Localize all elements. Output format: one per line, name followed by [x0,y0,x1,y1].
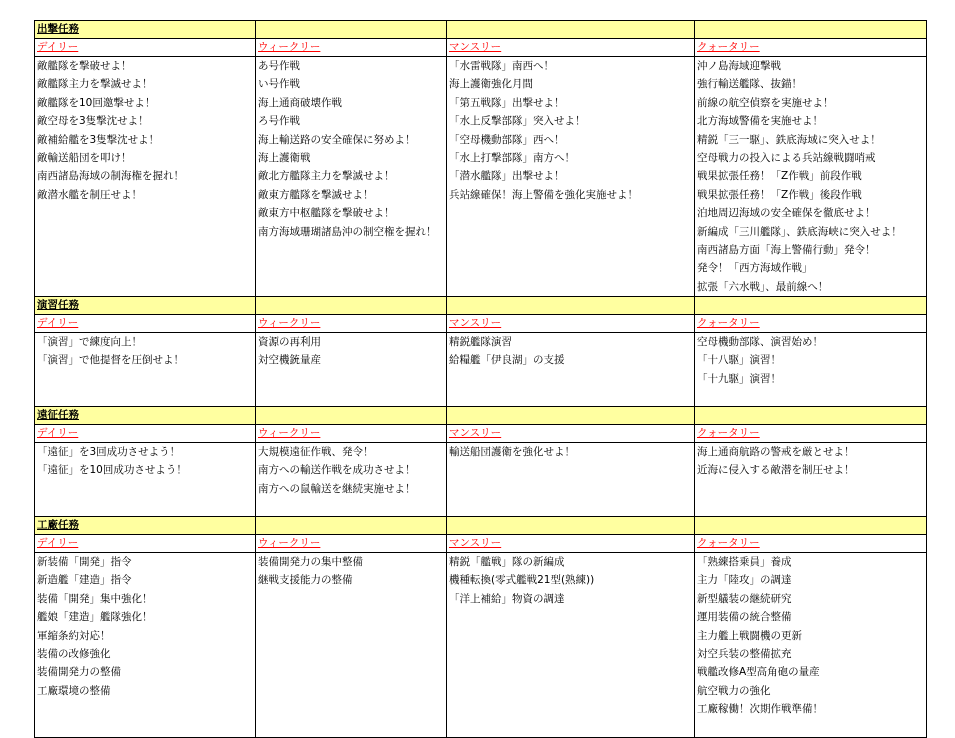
quest-item: 運用装備の統合整備 [697,611,792,624]
quest-item: 精鋭艦隊演習 [449,336,512,349]
quest-list-quarterly [695,57,927,297]
quest-item: 「空母機動部隊」西へ！ [449,133,565,146]
quest-list-row [35,333,927,407]
quest-list-row [35,57,927,297]
quest-item: 「洋上補給」物資の調達 [449,592,565,605]
section-title-filler [447,517,695,535]
quest-item: 大規模遠征作戦、発令！ [258,446,374,459]
section-title-filler [256,517,447,535]
quest-item: 主力艦上戦闘機の更新 [697,629,802,642]
quest-item: 工廠環境の整備 [37,684,111,697]
quest-item: 資源の再利用 [258,336,321,349]
quest-item: 対空兵装の整備拡充 [697,648,792,661]
quest-item: 北方海域警備を実施せよ！ [697,115,823,128]
quest-item: 兵站線確保！海上警備を強化実施せよ！ [449,188,638,201]
quest-item: 「潜水艦隊」出撃せよ！ [449,170,565,183]
quest-item: 敵艦隊を撃破せよ！ [37,60,132,72]
quest-item: 南方への鼠輸送を継続実施せよ！ [258,482,416,495]
quest-item: 敵補給艦を3隻撃沈せよ！ [37,133,160,146]
section-title-filler [447,407,695,425]
section-title [35,297,256,315]
header-daily: デイリー [35,535,256,553]
quest-item: 精鋭「艦戦」隊の新編成 [449,556,565,569]
quest-item: 輸送船団護衛を強化せよ！ [449,446,575,459]
quest-item: 空母戦力の投入による兵站線戦闘哨戒 [697,151,876,164]
quest-item: 海上護衛強化月間 [449,78,533,91]
quest-item: 「遠征」を10回成功させよう！ [37,464,187,477]
period-header-row [35,425,927,443]
quest-list-weekly [256,333,447,407]
header-quarterly: クォータリー [695,535,927,553]
quest-list-monthly [447,443,695,517]
section-title-filler [447,297,695,315]
quest-list-weekly [256,553,447,738]
quest-item: 「十八駆」演習！ [697,354,781,367]
section-title-filler [695,407,927,425]
quest-item: 艦娘「建造」艦隊強化！ [37,611,153,624]
quest-item: 「十九駆」演習！ [697,372,781,385]
period-header-row [35,535,927,553]
section-title-filler [256,297,447,315]
header-daily: デイリー [35,425,256,443]
header-quarterly: クォータリー [695,425,927,443]
section-title-filler [447,21,695,39]
quest-list-daily [35,57,256,297]
section-title-filler [695,21,927,39]
quest-item: 戦果拡張任務！「Z作戦」後段作戦 [697,188,862,201]
header-weekly: ウィークリー [256,315,447,333]
header-monthly: マンスリー [447,39,695,57]
quest-item: 新編成「三川艦隊」、鉄底海峡に突入せよ！ [697,225,902,238]
section-title-text: 出撃任務 [37,23,79,35]
quest-item: 「水上打撃部隊」南方へ！ [449,151,575,164]
section-title-filler [256,21,447,39]
quest-table [34,20,927,738]
quest-item: 航空戦力の強化 [697,684,771,697]
quest-item: い号作戦 [258,78,300,91]
header-monthly: マンスリー [447,315,695,333]
quest-item: 「水雷戦隊」南西へ！ [449,60,554,72]
quest-item: 装備「開発」集中強化！ [37,592,153,605]
header-weekly: ウィークリー [256,39,447,57]
quest-item: 空母機動部隊、演習始め！ [697,336,823,349]
section-title [35,407,256,425]
quest-item: 敵潜水艦を制圧せよ！ [37,188,142,201]
period-header-row [35,39,927,57]
quest-list-monthly [447,333,695,407]
quest-item: 機種転換(零式艦戦21型(熟練)) [449,574,595,587]
quest-item: 敵艦隊主力を撃滅せよ！ [37,78,153,91]
quest-item: 敵艦隊を10回邀撃せよ！ [37,96,156,109]
quest-item: 軍縮条約対応！ [37,629,111,642]
quest-item: 強行輸送艦隊、抜錨！ [697,78,802,91]
quest-list-weekly [256,443,447,517]
quest-list-monthly [447,57,695,297]
quest-item: 南方への輸送作戦を成功させよ！ [258,464,416,477]
quest-list-daily [35,443,256,517]
quest-list-monthly [447,553,695,738]
quest-item: 海上通商航路の警戒を厳とせよ！ [697,446,855,459]
quest-item: 敵東方中枢艦隊を撃破せよ！ [258,207,395,220]
quest-item: 新型艤装の継続研究 [697,592,792,605]
quest-item: 南西諸島海域の制海権を握れ！ [37,170,184,183]
section-title-row [35,407,927,425]
quest-item: 「熟練搭乗員」養成 [697,556,792,569]
quest-item: 敵東方艦隊を撃滅せよ！ [258,188,374,201]
quest-list-weekly [256,57,447,297]
header-monthly: マンスリー [447,535,695,553]
quest-item: 近海に侵入する敵潜を制圧せよ！ [697,464,855,477]
section-title-filler [695,517,927,535]
quest-item: 「演習」で練度向上！ [37,336,142,349]
quest-item: 泊地周辺海域の安全確保を徹底せよ！ [697,207,876,220]
section-title-row [35,21,927,39]
quest-list-quarterly [695,553,927,738]
quest-item: 戦艦改修A型高角砲の量産 [697,666,820,679]
quest-item: ろ号作戦 [258,115,300,128]
section-title-filler [256,407,447,425]
section-title-filler [695,297,927,315]
quest-item: 南西諸島方面「海上警備行動」発令！ [697,243,876,256]
quest-item: 前線の航空偵察を実施せよ！ [697,96,834,109]
quest-list-quarterly [695,333,927,407]
header-quarterly: クォータリー [695,39,927,57]
section-title-row [35,297,927,315]
quest-item: 装備開発力の整備 [37,666,121,679]
period-header-row [35,315,927,333]
header-quarterly: クォータリー [695,315,927,333]
quest-item: 海上通商破壊作戦 [258,96,342,109]
header-weekly: ウィークリー [256,535,447,553]
quest-item: 工廠稼働！次期作戦準備！ [697,703,823,716]
quest-item: 新装備「開発」指令 [37,556,132,569]
quest-item: 敵輸送船団を叩け！ [37,151,132,164]
quest-item: 装備の改修強化 [37,648,111,661]
quest-item: 敵北方艦隊主力を撃滅せよ！ [258,170,395,183]
header-daily: デイリー [35,315,256,333]
section-title [35,21,256,39]
quest-list-daily [35,333,256,407]
quest-item: 主力「陸攻」の調達 [697,574,792,587]
quest-item: 敵空母を3隻撃沈せよ！ [37,115,149,128]
quest-item: 拡張「六水戦」、最前線へ！ [697,280,829,293]
quest-list-row [35,553,927,738]
section-title-text: 工廠任務 [37,519,79,532]
quest-item: 「遠征」を3回成功させよう！ [37,446,181,459]
quest-item: 新造艦「建造」指令 [37,574,132,587]
quest-item: 発令！「西方海域作戦」 [697,262,813,275]
header-daily: デイリー [35,39,256,57]
section-title [35,517,256,535]
quest-list-daily [35,553,256,738]
quest-item: あ号作戦 [258,60,300,72]
quest-item: 海上輸送路の安全確保に努めよ！ [258,133,416,146]
quest-list-row [35,443,927,517]
quest-item: 「水上反撃部隊」突入せよ！ [449,115,586,128]
quest-item: 「演習」で他提督を圧倒せよ！ [37,354,184,367]
header-monthly: マンスリー [447,425,695,443]
quest-item: 給糧艦「伊良湖」の支援 [449,354,565,367]
section-title-text: 演習任務 [37,299,79,312]
header-weekly: ウィークリー [256,425,447,443]
quest-item: 「第五戦隊」出撃せよ！ [449,96,565,109]
quest-list-quarterly [695,443,927,517]
quest-item: 精鋭「三一駆」、鉄底海域に突入せよ！ [697,133,881,146]
quest-item: 海上護衛戦 [258,151,311,164]
quest-item: 継戦支援能力の整備 [258,574,353,587]
section-title-text: 遠征任務 [37,409,79,422]
quest-item: 戦果拡張任務！「Z作戦」前段作戦 [697,170,862,183]
quest-item: 沖ノ島海域迎撃戦 [697,60,781,72]
section-title-row [35,517,927,535]
quest-item: 装備開発力の集中整備 [258,556,363,569]
quest-item: 南方海域珊瑚諸島沖の制空権を握れ！ [258,225,437,238]
quest-item: 対空機銃量産 [258,354,321,367]
